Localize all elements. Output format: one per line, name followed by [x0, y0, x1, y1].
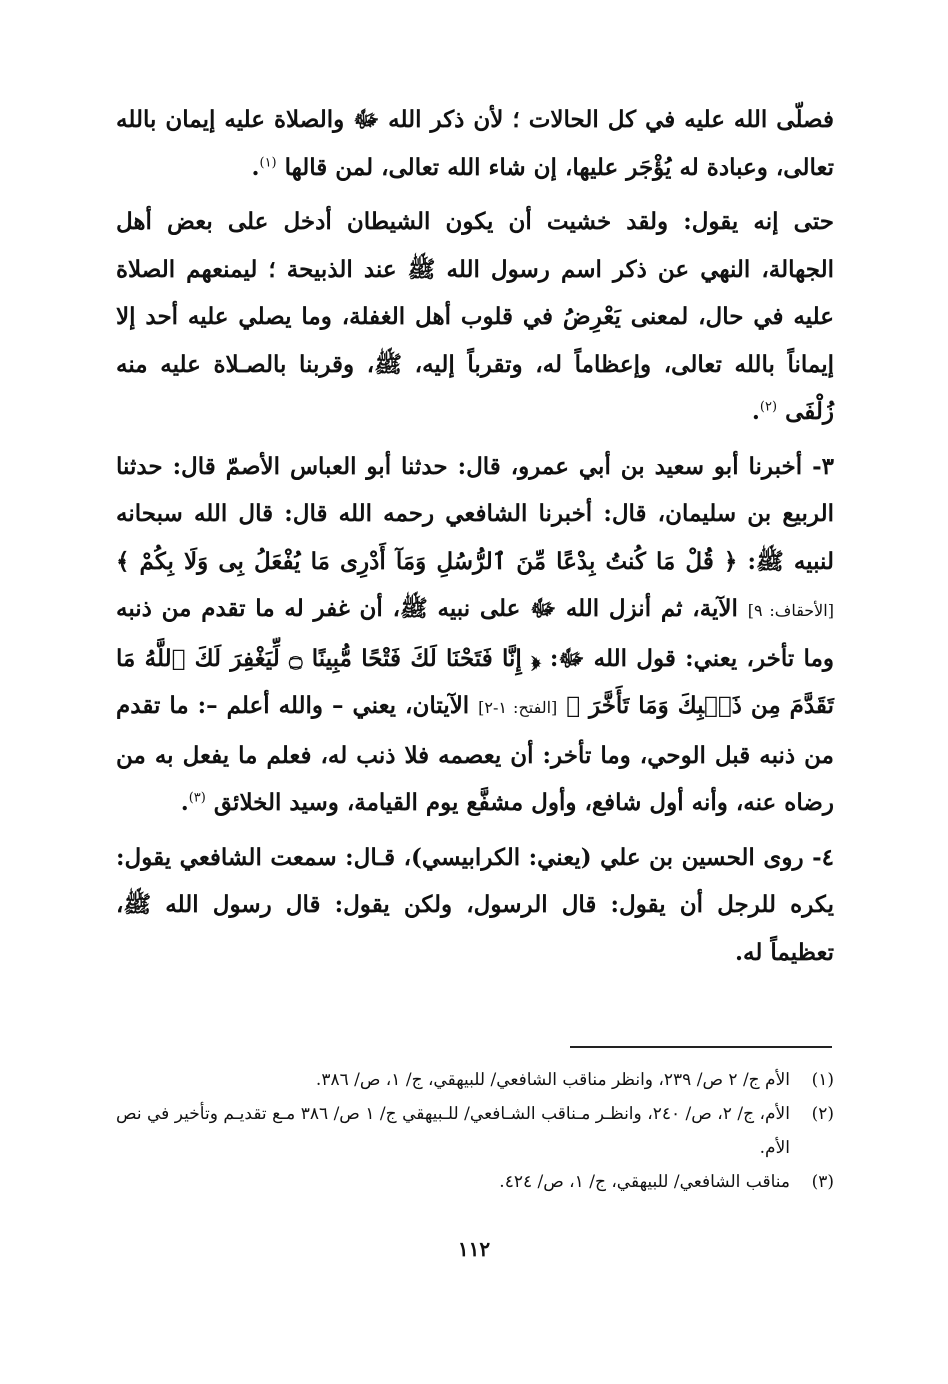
paragraph-4 [116, 834, 834, 977]
footnote-1 [116, 1063, 834, 1097]
paragraph-1-text: فصلّى الله عليه في كل الحالات ؛ لأن ذكر الله ﷻ والصلاة عليه إيمان بالله تعالى، وعبادة له يُؤْجَر عليها، إن شاء الله تعالى، لمن قالها [116, 106, 834, 181]
paragraph-2: حتى إنه يقول: ولقد خشيت أن يكون الشيطان أدخل على بعض أهل الجهالة، النهي عن ذكر اسم رسول الله ﷺ عند الذبيحة ؛ ليمنعهم الصلاة عليه في حال، لمعنى يَعْرِضُ في قلوب أهل الغفلة، وما يصلي عليه أحد إلا إيماناً بالله تعالى، وإعظاماً له، وتقرباً إليه، ﷺ، وقربنا بالصـلاة عليه منه زُلْفَى $^{(٢)}$. [116, 208, 834, 425]
footnote-marker-3: (٣) [188, 790, 206, 806]
footnote-text: مناقب الشافعي/ للبيهقي، ج/ ١، ص/ ٤٢٤. [499, 1172, 790, 1192]
footnote-separator [570, 1046, 832, 1048]
footnote-3 [116, 1165, 834, 1199]
paragraph-4-text: ٤- روى الحسين بن علي (يعني: الكرابيسي)، قـال: سمعت الشافعي يقول: يكره للرجل أن يقول: قال الرسول، ولكن يقول: قال رسول الله ﷺ، تعظيماً له. [116, 843, 834, 966]
paragraph-3: ٣- أخبرنا أبو سعيد بن أبي عمرو، قال: حدثنا أبو العباس الأصمّ قال: حدثنا الربيع بن سليمان، قال: أخبرنا الشافعي رحمه الله قال: قال الله سبحانه لنبيه ﷺ: ﴿ قُلْ مَا كُنتُ بِدْعًا مِّنَ ٱلرُّسُلِ وَمَآ أَدْرِى مَا يُفْعَلُ بِى وَلَا بِكُمْ ﴾ [الأحقاف: ٩] الآية، ثم أنزل الله ﷻ على نبيه ﷺ، أن غفر له ما تقدم من ذنبه وما تأخر، يعني: قول الله ﷻ: ﴿ إِنَّا فَتَحْنَا لَكَ فَتْحًا مُّبِينًا ۝ لِّيَغْفِرَ لَكَ ٱللَّهُ مَا تَقَدَّمَ مِن ذَنۢبِكَ وَمَا تَأَخَّرَ ﴾ [الفتح: ١-٢] الآيتان، يعني – والله أعلم –: ما تقدم من ذنبه قبل الوحي، وما تأخر: أن يعصمه فلا ذنب له، فعلم ما يفعل به من رضاه عنه، وأنه أول شافع، وأول مشفَّع يوم القيامة، وسيد الخلائق $^{(٣)}$. [116, 452, 834, 816]
page-number: ١١٢ [457, 1237, 491, 1261]
quran-ref-2: [الفتح: ١-٢] [478, 698, 558, 717]
paragraph-1: فصلّى الله عليه في كل الحالات ؛ لأن ذكر الله ﷻ والصلاة عليه إيمان بالله تعالى، وعبادة له يُؤْجَر عليها، إن شاء الله تعالى، لمن قالها $^{(١)}$. [116, 106, 834, 181]
footnote-text: الأم، ج/ ٢، ص/ ٢٤٠، وانظـر مـناقب الشـافعي/ للـبيهقي ج/ ١ ص/ ٣٨٦ مـع تقديـم وتأخير في نص الأم. [116, 1104, 790, 1158]
paragraph-3-text-a: ٣- أخبرنا أبو سعيد بن أبي عمرو، قال: حدثنا أبو العباس الأصمّ قال: حدثنا الربيع بن سليمان، قال: أخبرنا الشافعي رحمه الله قال: قال الله سبحانه لنبيه ﷺ: [116, 452, 834, 575]
main-text [116, 96, 834, 976]
footnote-number: (٢) [811, 1104, 834, 1124]
footnote-text: الأم ج/ ٢ ص/ ٢٣٩، وانظر مناقب الشافعي/ للبيهقي، ج/ ١، ص/ ٣٨٦. [315, 1070, 790, 1090]
footnote-2 [116, 1097, 834, 1165]
paragraph-3-text-c: الآيتان، يعني – والله أعلم –: ما تقدم من ذنبه قبل الوحي، وما تأخر: أن يعصمه فلا ذنب له، فعلم ما يفعل به من رضاه عنه، وأنه أول شافع، وأول مشفَّع يوم القيامة، وسيد الخلائق [116, 692, 834, 816]
footnote-number: (١) [811, 1070, 834, 1090]
footnote-number: (٣) [811, 1172, 834, 1192]
quran-verse-2: ﴿ إِنَّا فَتَحْنَا لَكَ فَتْحًا مُّبِينًا ۝ لِّيَغْفِرَ لَكَ ٱللَّهُ مَا تَقَدَّمَ مِن ذَنۢبِكَ وَمَا تَأَخَّرَ ﴾ [116, 644, 834, 719]
footnote-marker-1: (١) [259, 154, 277, 170]
quran-verse-1: ﴿ قُلْ مَا كُنتُ بِدْعًا مِّنَ ٱلرُّسُلِ وَمَآ أَدْرِى مَا يُفْعَلُ بِى وَلَا بِكُمْ ﴾ [116, 547, 738, 575]
footnote-marker-2: (٢) [759, 399, 778, 415]
paragraph-3-text-b: الآية، ثم أنزل الله ﷻ على نبيه ﷺ، أن غفر له ما تقدم من ذنبه وما تأخر، يعني: قول الله ﷻ: [116, 595, 834, 672]
footnotes [116, 1063, 834, 1199]
quran-ref-1: [الأحقاف: ٩] [747, 601, 834, 620]
paragraph-2-text: حتى إنه يقول: ولقد خشيت أن يكون الشيطان أدخل على بعض أهل الجهالة، النهي عن ذكر اسم رسول الله ﷺ عند الذبيحة ؛ ليمنعهم الصلاة عليه في حال، لمعنى يَعْرِضُ في قلوب أهل الغفلة، وما يصلي عليه أحد إلا إيماناً بالله تعالى، وإعظاماً له، وتقرباً إليه، ﷺ، وقربنا بالصـلاة عليه منه زُلْفَى [116, 208, 834, 425]
